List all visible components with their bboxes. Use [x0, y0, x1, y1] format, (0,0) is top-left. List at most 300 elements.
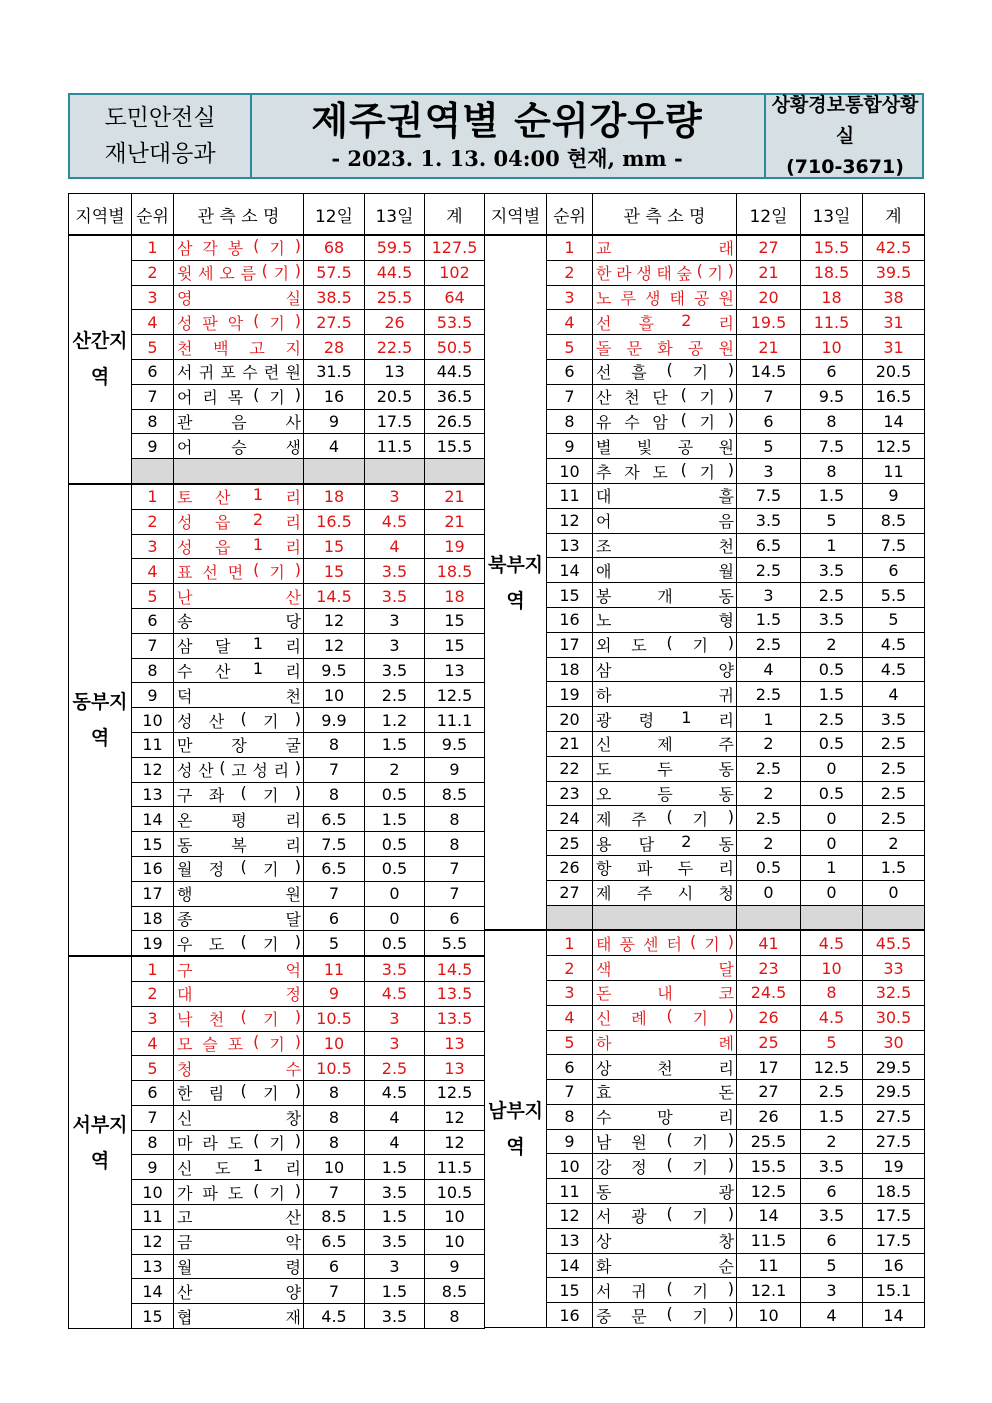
- table-row: [485, 1154, 925, 1179]
- day12-rain-cell: 3: [737, 583, 801, 608]
- station-name-cell: [174, 1105, 304, 1130]
- total-rain-cell: 9: [863, 483, 925, 508]
- day12-rain-cell: 26: [737, 1104, 801, 1129]
- station-name: 성 판 악 ( 기 ): [177, 310, 301, 333]
- day12-rain-cell: 10.5: [304, 1056, 365, 1081]
- rainfall-table-left: [68, 193, 485, 1329]
- empty-cell: [425, 459, 485, 484]
- table-row: [485, 409, 925, 434]
- total-rain-cell: 10.5: [425, 1180, 485, 1205]
- station-name: 삼 각 봉 ( 기 ): [177, 236, 301, 259]
- station-name: 월 령: [177, 1258, 301, 1278]
- station-name-cell: [174, 832, 304, 857]
- station-name-cell: [593, 285, 737, 310]
- total-rain-cell: 18: [425, 584, 485, 609]
- day13-rain-cell: 3: [365, 1254, 425, 1279]
- total-rain-cell: 32.5: [863, 980, 925, 1005]
- day12-rain-cell: 6.5: [737, 533, 801, 558]
- table-row: [485, 558, 925, 583]
- day13-rain-cell: 4.5: [365, 981, 425, 1006]
- rank-cell: 1: [132, 956, 174, 981]
- office-box: [764, 95, 924, 177]
- rank-cell: 4: [132, 1031, 174, 1056]
- rank-cell: 16: [547, 1303, 593, 1328]
- day13-rain-cell: 18: [801, 285, 863, 310]
- table-row: [69, 1155, 485, 1180]
- station-name: 애 월: [596, 561, 734, 581]
- total-rain-cell: 13.5: [425, 981, 485, 1006]
- total-rain-cell: 2.5: [863, 731, 925, 756]
- day12-rain-cell: 31.5: [304, 359, 365, 384]
- day13-rain-cell: 6: [801, 359, 863, 384]
- total-rain-cell: 0: [863, 880, 925, 905]
- table-row: [69, 335, 485, 360]
- station-name: 화 순: [596, 1257, 734, 1277]
- rank-cell: 3: [132, 534, 174, 559]
- station-name-cell: [593, 1303, 737, 1328]
- day13-rain-cell: 3: [365, 1031, 425, 1056]
- day13-rain-cell: 7.5: [801, 434, 863, 459]
- total-rain-cell: 12.5: [425, 683, 485, 708]
- total-rain-cell: 44.5: [425, 359, 485, 384]
- total-rain-cell: 29.5: [863, 1080, 925, 1105]
- station-name-cell: [174, 658, 304, 683]
- station-name: 협 재: [177, 1307, 301, 1327]
- station-name: 성 읍 2 리: [177, 510, 301, 533]
- total-rain-cell: 11.5: [425, 1155, 485, 1180]
- table-row: [485, 956, 925, 981]
- total-rain-cell: 2.5: [863, 806, 925, 831]
- rank-cell: 10: [132, 708, 174, 733]
- empty-cell: [365, 459, 425, 484]
- total-rain-cell: 31: [863, 335, 925, 360]
- station-name-cell: [174, 584, 304, 609]
- day12-rain-cell: 14.5: [304, 584, 365, 609]
- table-row: [485, 1129, 925, 1154]
- rank-cell: 2: [547, 260, 593, 285]
- table-row: [485, 359, 925, 384]
- day13-rain-cell: 0.5: [365, 832, 425, 857]
- station-name: 선 흘 2 리: [596, 310, 734, 333]
- day13-rain-cell: 0.5: [365, 856, 425, 881]
- day13-rain-cell: 4: [801, 1303, 863, 1328]
- rank-cell: 14: [547, 558, 593, 583]
- table-row: [485, 607, 925, 632]
- station-name: 효 돈: [596, 1083, 734, 1103]
- day12-rain-cell: 6: [737, 409, 801, 434]
- day13-rain-cell: 5: [801, 1030, 863, 1055]
- rank-cell: 14: [547, 1253, 593, 1278]
- total-rain-cell: 21: [425, 484, 485, 509]
- day12-rain-cell: 5: [304, 931, 365, 956]
- station-name-cell: [174, 1304, 304, 1329]
- day13-rain-cell: 0.5: [801, 781, 863, 806]
- station-name: 금 악: [177, 1233, 301, 1253]
- total-rain-cell: 2.5: [863, 756, 925, 781]
- region-label: 남부지역: [485, 930, 547, 1327]
- day12-rain-cell: 3.5: [737, 508, 801, 533]
- total-rain-cell: 5.5: [425, 931, 485, 956]
- total-rain-cell: 12.5: [425, 1081, 485, 1106]
- rank-cell: 14: [132, 807, 174, 832]
- total-rain-cell: 11.1: [425, 708, 485, 733]
- day13-rain-cell: 8: [801, 409, 863, 434]
- table-row: [485, 434, 925, 459]
- empty-cell: [593, 905, 737, 930]
- day13-rain-cell: 1.5: [365, 1279, 425, 1304]
- station-name: 용 담 2 동: [596, 831, 734, 854]
- day12-rain-cell: 2.5: [737, 806, 801, 831]
- rank-cell: 6: [547, 359, 593, 384]
- table-row: [69, 608, 485, 633]
- station-name-cell: [174, 906, 304, 931]
- station-name-cell: [593, 384, 737, 409]
- table-row: [69, 732, 485, 757]
- station-name-cell: [174, 757, 304, 782]
- total-rain-cell: 45.5: [863, 930, 925, 955]
- table-row: [69, 658, 485, 683]
- station-name: 노 루 생 태 공 원: [596, 288, 734, 308]
- table-row: [485, 1055, 925, 1080]
- rank-cell: 19: [132, 931, 174, 956]
- day12-rain-cell: 20: [737, 285, 801, 310]
- rank-cell: 15: [547, 1278, 593, 1303]
- table-row: [69, 832, 485, 857]
- total-rain-cell: 8: [425, 807, 485, 832]
- day13-rain-cell: 2.5: [801, 1080, 863, 1105]
- total-rain-cell: 13: [425, 1056, 485, 1081]
- table-row: [69, 260, 485, 285]
- rank-cell: 7: [132, 384, 174, 409]
- table-row: [69, 782, 485, 807]
- station-name: 한 림 ( 기 ): [177, 1081, 301, 1104]
- rank-cell: 22: [547, 756, 593, 781]
- table-row: [69, 1180, 485, 1205]
- rank-cell: 8: [547, 409, 593, 434]
- total-rain-cell: 8: [425, 1304, 485, 1329]
- station-name-cell: [174, 409, 304, 434]
- station-name: 산 천 단 ( 기 ): [596, 385, 734, 408]
- station-name-cell: [174, 1279, 304, 1304]
- day12-rain-cell: 9: [304, 981, 365, 1006]
- day13-rain-cell: 9.5: [801, 384, 863, 409]
- station-name-cell: [593, 781, 737, 806]
- table-row: [485, 310, 925, 335]
- station-name-cell: [174, 608, 304, 633]
- table-row: [485, 682, 925, 707]
- day12-rain-cell: 6.5: [304, 856, 365, 881]
- rank-cell: 11: [547, 483, 593, 508]
- table-row: [69, 559, 485, 584]
- day12-rain-cell: 10: [304, 1155, 365, 1180]
- station-name-cell: [593, 558, 737, 583]
- station-name-cell: [593, 1204, 737, 1229]
- day12-rain-cell: 9: [304, 409, 365, 434]
- total-rain-cell: 21: [425, 509, 485, 534]
- station-name-cell: [593, 657, 737, 682]
- rank-cell: 6: [132, 1081, 174, 1106]
- table-row: [485, 880, 925, 905]
- station-name: 모 슬 포 ( 기 ): [177, 1031, 301, 1054]
- station-name: 어 승 생: [177, 437, 301, 457]
- day13-rain-cell: 0.5: [801, 657, 863, 682]
- day12-rain-cell: 10: [737, 1303, 801, 1328]
- station-name-cell: [593, 956, 737, 981]
- station-name-cell: [593, 1055, 737, 1080]
- day13-rain-cell: 10: [801, 335, 863, 360]
- empty-cell: [132, 459, 174, 484]
- station-name-cell: [593, 1030, 737, 1055]
- day12-rain-cell: 8: [304, 1130, 365, 1155]
- total-rain-cell: 27.5: [863, 1104, 925, 1129]
- rank-cell: 9: [132, 1155, 174, 1180]
- rank-cell: 17: [132, 881, 174, 906]
- table-row: [485, 384, 925, 409]
- rank-cell: 4: [132, 310, 174, 335]
- table-row: [485, 632, 925, 657]
- station-name: 신 도 1 리: [177, 1155, 301, 1178]
- day13-rain-cell: 3.5: [365, 559, 425, 584]
- day12-rain-cell: 6: [304, 1254, 365, 1279]
- day13-rain-cell: 1.5: [365, 732, 425, 757]
- total-rain-cell: 31: [863, 310, 925, 335]
- rank-cell: 16: [132, 856, 174, 881]
- station-name-cell: [174, 534, 304, 559]
- station-name: 상 창: [596, 1232, 734, 1252]
- table-row: [485, 831, 925, 856]
- rank-cell: 26: [547, 855, 593, 880]
- station-name: 남 원 ( 기 ): [596, 1130, 734, 1153]
- day13-rain-cell: 0: [365, 881, 425, 906]
- day12-rain-cell: 0: [737, 880, 801, 905]
- day13-rain-cell: 1.5: [365, 807, 425, 832]
- day12-rain-cell: 7.5: [304, 832, 365, 857]
- table-row: [485, 930, 925, 955]
- station-name: 유 수 암 ( 기 ): [596, 409, 734, 432]
- total-rain-cell: 15: [425, 608, 485, 633]
- empty-cell: [174, 459, 304, 484]
- rank-cell: 6: [547, 1055, 593, 1080]
- table-row: [485, 285, 925, 310]
- day13-rain-cell: 22.5: [365, 335, 425, 360]
- total-rain-cell: 15: [425, 633, 485, 658]
- station-name-cell: [593, 1278, 737, 1303]
- column-header: 13일: [365, 194, 425, 236]
- total-rain-cell: 42.5: [863, 235, 925, 260]
- day12-rain-cell: 1: [737, 707, 801, 732]
- station-name: 제 주 ( 기 ): [596, 806, 734, 829]
- day13-rain-cell: 3.5: [365, 1229, 425, 1254]
- day13-rain-cell: 5: [801, 508, 863, 533]
- day13-rain-cell: 0: [801, 880, 863, 905]
- rank-cell: 13: [547, 533, 593, 558]
- rank-cell: 4: [547, 1005, 593, 1030]
- station-name-cell: [174, 359, 304, 384]
- rank-cell: 5: [132, 1056, 174, 1081]
- rank-cell: 13: [547, 1228, 593, 1253]
- rank-cell: 13: [132, 1254, 174, 1279]
- day12-rain-cell: 16.5: [304, 509, 365, 534]
- day13-rain-cell: 1: [801, 533, 863, 558]
- day13-rain-cell: 2.5: [365, 1056, 425, 1081]
- day12-rain-cell: 19.5: [737, 310, 801, 335]
- table-row: [485, 483, 925, 508]
- rank-cell: 18: [547, 657, 593, 682]
- total-rain-cell: 36.5: [425, 384, 485, 409]
- report-subtitle: - 2023. 1. 13. 04:00 현재, mm -: [331, 146, 683, 171]
- station-name: 대 흘: [596, 487, 734, 507]
- department-box: [70, 95, 252, 177]
- table-row: [485, 707, 925, 732]
- station-name-cell: [593, 756, 737, 781]
- day13-rain-cell: 8: [801, 459, 863, 484]
- day12-rain-cell: 4.5: [304, 1304, 365, 1329]
- station-name: 월 정 ( 기 ): [177, 857, 301, 880]
- rainfall-table-right: [484, 193, 925, 1328]
- table-row: [69, 584, 485, 609]
- day13-rain-cell: 11.5: [365, 434, 425, 459]
- day12-rain-cell: 4: [304, 434, 365, 459]
- day13-rain-cell: 3.5: [801, 1154, 863, 1179]
- station-name: 항 파 두 리: [596, 859, 734, 879]
- station-name-cell: [593, 930, 737, 955]
- station-name-cell: [593, 235, 737, 260]
- station-name: 성 산 ( 기 ): [177, 708, 301, 731]
- day13-rain-cell: 13: [365, 359, 425, 384]
- table-row: [485, 1278, 925, 1303]
- station-name: 삼 달 1 리: [177, 634, 301, 657]
- table-row: [69, 931, 485, 956]
- rank-cell: 11: [132, 1205, 174, 1230]
- total-rain-cell: 11: [863, 459, 925, 484]
- region-label: 북부지역: [485, 235, 547, 930]
- table-row: [485, 1005, 925, 1030]
- station-name-cell: [593, 483, 737, 508]
- day12-rain-cell: 4: [737, 657, 801, 682]
- station-name: 봉 개 동: [596, 586, 734, 606]
- table-row: [69, 409, 485, 434]
- day12-rain-cell: 68: [304, 235, 365, 260]
- office-name: 상황경보통합상황실: [771, 93, 919, 147]
- station-name: 산 양: [177, 1282, 301, 1302]
- day13-rain-cell: 4.5: [365, 1081, 425, 1106]
- day12-rain-cell: 7: [304, 1180, 365, 1205]
- rank-cell: 24: [547, 806, 593, 831]
- station-name-cell: [593, 533, 737, 558]
- table-row: [69, 484, 485, 509]
- day13-rain-cell: 3.5: [365, 584, 425, 609]
- table-row: [69, 285, 485, 310]
- day12-rain-cell: 21: [737, 260, 801, 285]
- title-box: [250, 95, 764, 177]
- total-rain-cell: 38: [863, 285, 925, 310]
- day13-rain-cell: 10: [801, 956, 863, 981]
- station-name: 교 래: [596, 239, 734, 259]
- rank-cell: 15: [132, 832, 174, 857]
- total-rain-cell: 13: [425, 1031, 485, 1056]
- station-name-cell: [174, 683, 304, 708]
- station-name: 마 라 도 ( 기 ): [177, 1131, 301, 1154]
- day13-rain-cell: 20.5: [365, 384, 425, 409]
- day13-rain-cell: 0.5: [365, 782, 425, 807]
- total-rain-cell: 14: [863, 1303, 925, 1328]
- station-name: 윗 세 오 름 ( 기 ): [177, 261, 301, 284]
- rank-cell: 2: [547, 956, 593, 981]
- station-name: 성 산 ( 고 성 리 ): [177, 758, 301, 781]
- station-name: 강 정 ( 기 ): [596, 1154, 734, 1177]
- station-name-cell: [593, 607, 737, 632]
- table-row: [485, 1204, 925, 1229]
- station-name: 돈 내 코: [596, 984, 734, 1004]
- total-rain-cell: 19: [425, 534, 485, 559]
- day13-rain-cell: 2.5: [801, 707, 863, 732]
- day12-rain-cell: 2.5: [737, 558, 801, 583]
- table-row: [485, 1030, 925, 1055]
- day12-rain-cell: 2.5: [737, 756, 801, 781]
- total-rain-cell: 6: [863, 558, 925, 583]
- day13-rain-cell: 17.5: [365, 409, 425, 434]
- rank-cell: 12: [132, 757, 174, 782]
- station-name: 행 원: [177, 885, 301, 905]
- station-name-cell: [593, 583, 737, 608]
- day12-rain-cell: 27: [737, 235, 801, 260]
- rank-cell: 12: [132, 1229, 174, 1254]
- table-row: [69, 310, 485, 335]
- day12-rain-cell: 2: [737, 731, 801, 756]
- rank-cell: 19: [547, 682, 593, 707]
- table-row: [69, 906, 485, 931]
- station-name-cell: [593, 980, 737, 1005]
- table-row: [485, 806, 925, 831]
- table-row: [485, 1080, 925, 1105]
- station-name: 동 복 리: [177, 835, 301, 855]
- station-name-cell: [174, 931, 304, 956]
- station-name: 조 천: [596, 536, 734, 556]
- station-name-cell: [174, 708, 304, 733]
- rank-cell: 11: [132, 732, 174, 757]
- station-name-cell: [593, 632, 737, 657]
- day12-rain-cell: 11.5: [737, 1228, 801, 1253]
- total-rain-cell: 1.5: [863, 855, 925, 880]
- station-name: 송 당: [177, 612, 301, 632]
- total-rain-cell: 127.5: [425, 235, 485, 260]
- day12-rain-cell: 11: [737, 1253, 801, 1278]
- day13-rain-cell: 3.5: [365, 1180, 425, 1205]
- total-rain-cell: 18.5: [425, 559, 485, 584]
- station-name-cell: [174, 434, 304, 459]
- station-name: 낙 천 ( 기 ): [177, 1007, 301, 1030]
- blank-row: [485, 905, 925, 930]
- station-name: 중 문 ( 기 ): [596, 1303, 734, 1326]
- table-row: [69, 359, 485, 384]
- station-name-cell: [593, 508, 737, 533]
- total-rain-cell: 10: [425, 1229, 485, 1254]
- day13-rain-cell: 3: [365, 608, 425, 633]
- station-name: 영 실: [177, 288, 301, 308]
- station-name-cell: [174, 807, 304, 832]
- table-row: [69, 981, 485, 1006]
- day12-rain-cell: 9.9: [304, 708, 365, 733]
- day12-rain-cell: 2: [737, 831, 801, 856]
- rank-cell: 9: [132, 434, 174, 459]
- rank-cell: 9: [132, 683, 174, 708]
- empty-cell: [304, 459, 365, 484]
- total-rain-cell: 4: [863, 682, 925, 707]
- day12-rain-cell: 41: [737, 930, 801, 955]
- total-rain-cell: 20.5: [863, 359, 925, 384]
- day13-rain-cell: 1.5: [365, 1205, 425, 1230]
- rank-cell: 16: [547, 607, 593, 632]
